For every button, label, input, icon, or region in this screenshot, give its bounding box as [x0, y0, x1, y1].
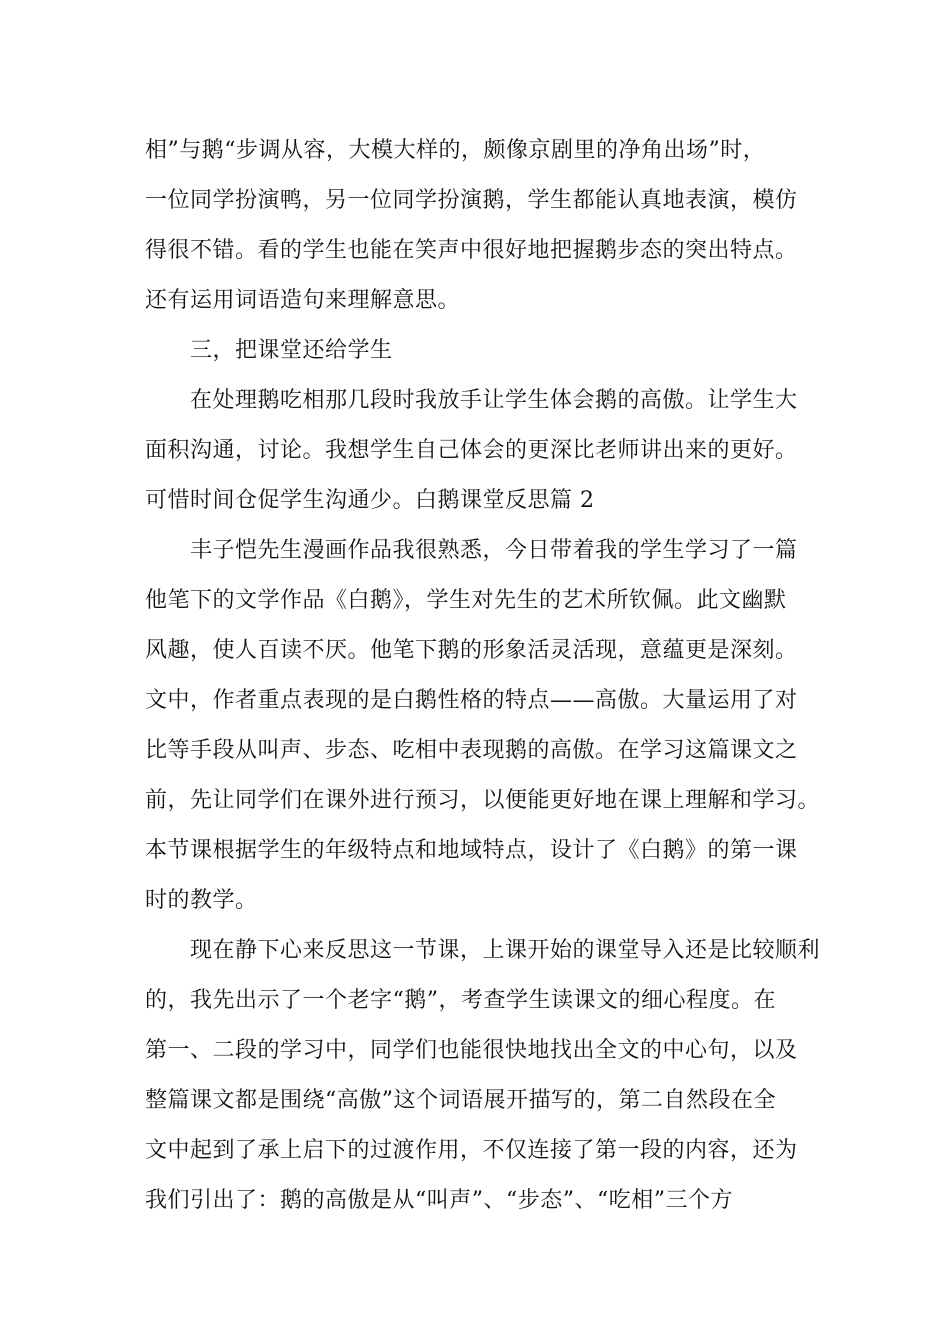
text-line: 可惜时间仓促学生沟通少。白鹅课堂反思篇 2	[145, 488, 595, 513]
text-line: 还有运用词语造句来理解意思。	[145, 288, 461, 313]
text-line: 整篇课文都是围绕“高傲”这个词语展开描写的，第二自然段在全	[145, 1088, 776, 1113]
text-line: 现在静下心来反思这一节课，上课开始的课堂导入还是比较顺利	[190, 938, 821, 963]
text-line: 我们引出了：鹅的高傲是从“叫声”、“步态”、“吃相”三个方	[145, 1188, 733, 1213]
text-line: 丰子恺先生漫画作品我很熟悉，今日带着我的学生学习了一篇	[190, 538, 798, 563]
text-line: 一位同学扮演鸭，另一位同学扮演鹅，学生都能认真地表演，模仿	[145, 188, 798, 213]
text-line: 他笔下的文学作品《白鹅》，学生对先生的艺术所钦佩。此文幽默	[145, 588, 787, 613]
text-line: 风趣，使人百读不厌。他笔下鹅的形象活灵活现，意蕴更是深刻。	[145, 638, 798, 663]
text-line: 面积沟通，讨论。我想学生自己体会的更深比老师讲出来的更好。	[145, 438, 798, 463]
text-line: 得很不错。看的学生也能在笑声中很好地把握鹅步态的突出特点。	[145, 238, 798, 263]
text-line: 在处理鹅吃相那几段时我放手让学生体会鹅的高傲。让学生大	[190, 388, 798, 413]
text-line: 文中起到了承上启下的过渡作用，不仅连接了第一段的内容，还为	[145, 1138, 798, 1163]
text-line: 时的教学。	[145, 888, 258, 913]
section-heading: 三，把课堂还给学生	[190, 338, 393, 363]
text-line: 第一、二段的学习中，同学们也能很快地找出全文的中心句，以及	[145, 1038, 798, 1063]
text-line: 文中，作者重点表现的是白鹅性格的特点——高傲。大量运用了对	[145, 688, 798, 713]
text-line: 比等手段从叫声、步态、吃相中表现鹅的高傲。在学习这篇课文之	[145, 738, 798, 763]
text-line: 的，我先出示了一个老字“鹅”，考查学生读课文的细心程度。在	[145, 988, 776, 1013]
text-line: 相”与鹅“步调从容，大模大样的，颇像京剧里的净角出场”时，	[145, 138, 766, 163]
text-line: 本节课根据学生的年级特点和地域特点，设计了《白鹅》的第一课	[145, 838, 798, 863]
text-line: 前，先让同学们在课外进行预习，以便能更好地在课上理解和学习。	[145, 788, 821, 813]
